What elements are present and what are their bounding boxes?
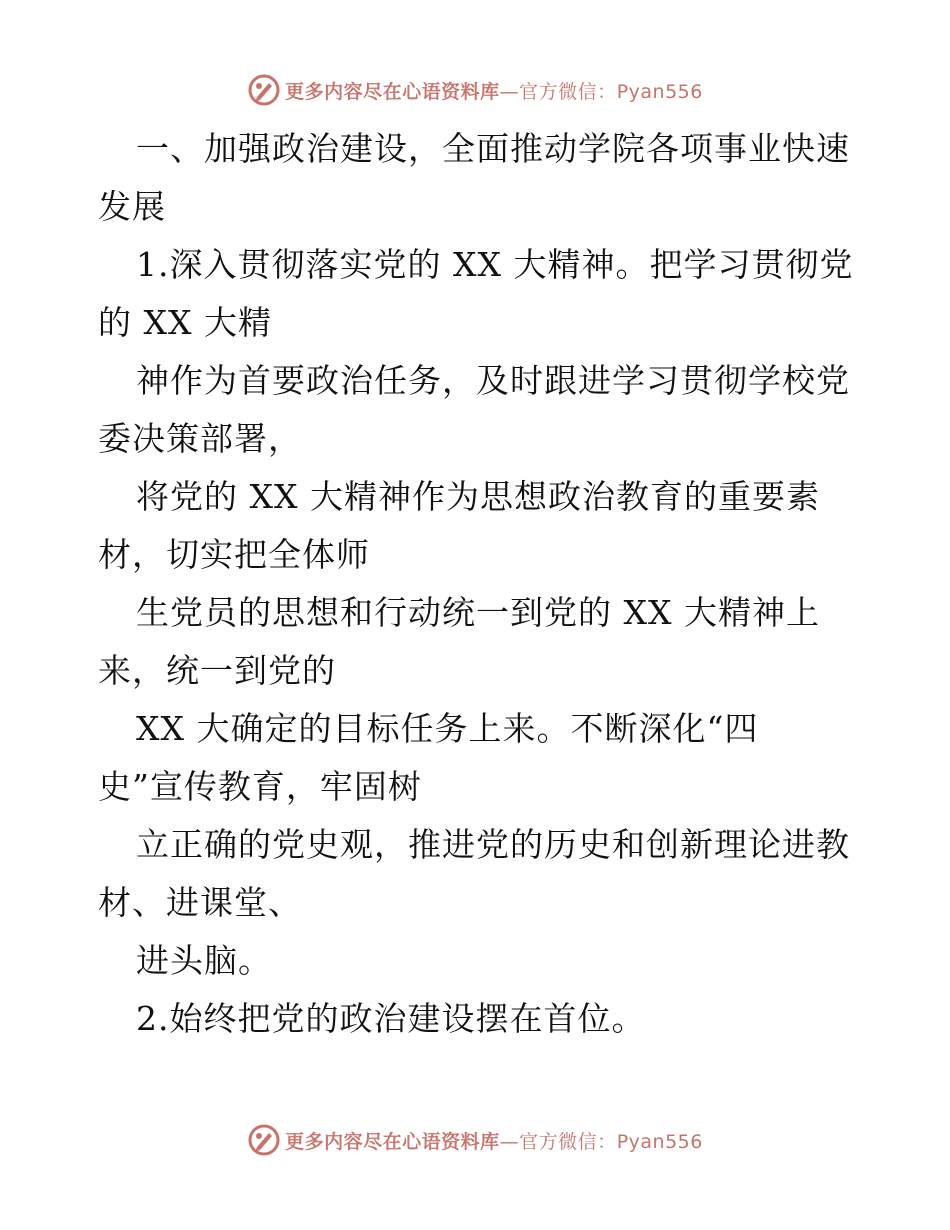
banner-wechat-label: 官方微信： — [519, 1130, 617, 1153]
header-banner — [0, 70, 950, 110]
banner-wechat-id: Pyan556 — [616, 80, 703, 103]
footer-banner — [0, 1120, 950, 1160]
banner-main-text: 更多内容尽在心语资料库 — [285, 1130, 500, 1153]
banner-separator: — — [499, 80, 520, 103]
text-line: 将党的 XX 大精神作为思想政治教育的重要素 — [136, 477, 820, 516]
text-line: 进头脑。 — [136, 941, 272, 980]
text-line: 生党员的思想和行动统一到党的 XX 大精神上 — [136, 593, 820, 632]
document-body — [98, 120, 868, 1048]
banner-wechat-id: Pyan556 — [616, 1130, 703, 1153]
text-line: 的 XX 大精 — [98, 303, 272, 342]
pen-logo-icon — [247, 1123, 281, 1157]
text-line: 立正确的党史观，推进党的历史和创新理论进教 — [136, 825, 850, 864]
text-line: 材、进课堂、 — [98, 883, 302, 922]
banner-main-text: 更多内容尽在心语资料库 — [285, 80, 500, 103]
banner-separator: — — [499, 1130, 520, 1153]
text-line: 1.深入贯彻落实党的 XX 大精神。把学习贯彻党 — [136, 245, 854, 284]
text-line: 来，统一到党的 — [98, 651, 336, 690]
text-line: XX 大确定的目标任务上来。不断深化“四 — [136, 709, 759, 748]
text-line: 委决策部署， — [98, 419, 302, 458]
banner-wechat-label: 官方微信： — [519, 80, 617, 103]
text-line: 神作为首要政治任务，及时跟进学习贯彻学校党 — [136, 361, 850, 400]
text-line: 材，切实把全体师 — [98, 535, 370, 574]
banner-text — [285, 77, 703, 104]
text-line: 史”宣传教育，牢固树 — [98, 767, 422, 806]
text-line: 一、加强政治建设，全面推动学院各项事业快速 — [136, 129, 850, 168]
text-line: 2.始终把党的政治建设摆在首位。 — [136, 999, 646, 1038]
banner-text — [285, 1127, 703, 1154]
pen-logo-icon — [247, 73, 281, 107]
text-line: 发展 — [98, 187, 166, 226]
